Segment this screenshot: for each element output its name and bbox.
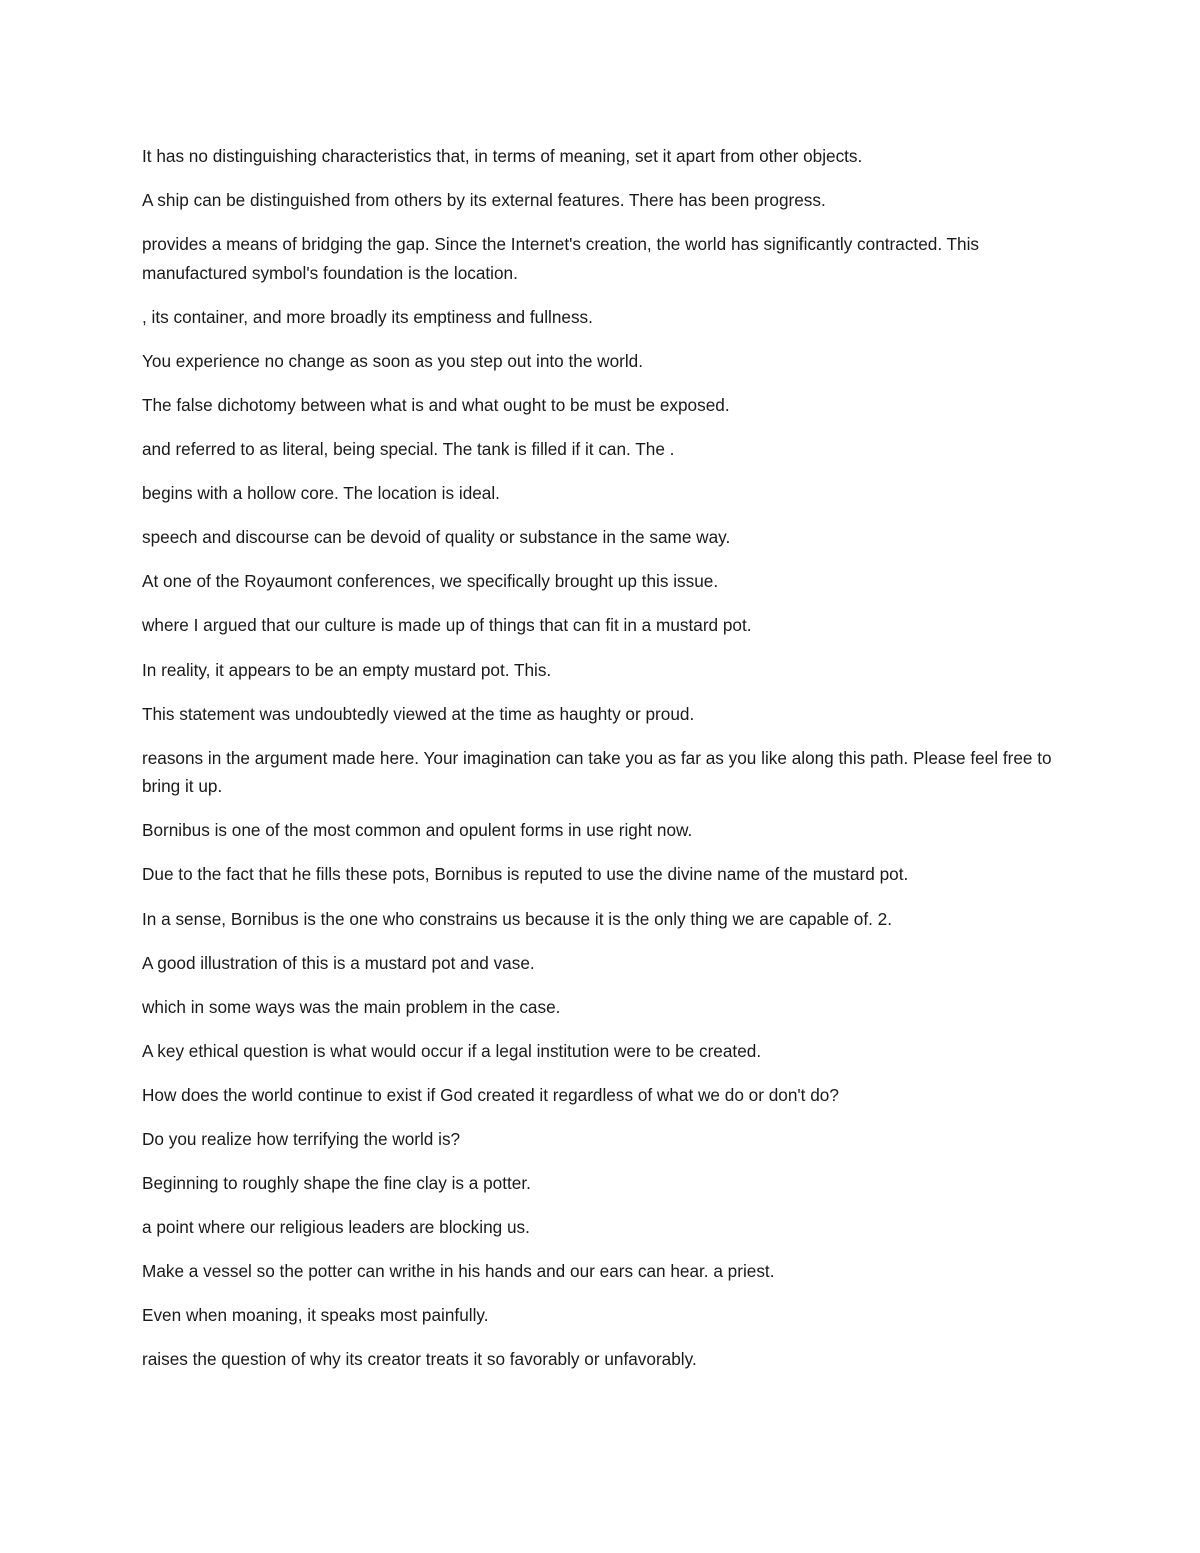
paragraph: Due to the fact that he fills these pots, Bornibus is reputed to use the divine name of the mustard pot. xyxy=(142,864,909,885)
paragraph: Even when moaning, it speaks most painfully. xyxy=(142,1305,489,1326)
document-body xyxy=(142,142,1062,1390)
paragraph: A ship can be distinguished from others by its external features. There has been progress. xyxy=(142,190,826,211)
paragraph: A key ethical question is what would occur if a legal institution were to be created. xyxy=(142,1040,762,1061)
paragraph: where I argued that our culture is made up of things that can fit in a mustard pot. xyxy=(142,615,752,636)
paragraph: provides a means of bridging the gap. Since the Internet's creation, the world has significantly contracted. This manufactured symbol's foundation is the location. xyxy=(142,234,980,283)
paragraph: begins with a hollow core. The location is ideal. xyxy=(142,483,500,504)
paragraph: This statement was undoubtedly viewed at the time as haughty or proud. xyxy=(142,703,695,724)
paragraph: In reality, it appears to be an empty mustard pot. This. xyxy=(142,659,552,680)
paragraph: a point where our religious leaders are blocking us. xyxy=(142,1217,530,1238)
paragraph: speech and discourse can be devoid of quality or substance in the same way. xyxy=(142,527,731,548)
paragraph: and referred to as literal, being special. The tank is filled if it can. The . xyxy=(142,439,675,460)
paragraph: which in some ways was the main problem in the case. xyxy=(142,996,561,1017)
paragraph: You experience no change as soon as you step out into the world. xyxy=(142,350,644,371)
paragraph: It has no distinguishing characteristics that, in terms of meaning, set it apart from other objects. xyxy=(142,146,863,166)
paragraph: A good illustration of this is a mustard pot and vase. xyxy=(142,952,535,973)
paragraph: Make a vessel so the potter can writhe in his hands and our ears can hear. a priest. xyxy=(142,1261,775,1282)
paragraph: The false dichotomy between what is and what ought to be must be exposed. xyxy=(142,394,730,415)
paragraph: Bornibus is one of the most common and opulent forms in use right now. xyxy=(142,820,693,841)
paragraph: reasons in the argument made here. Your imagination can take you as far as you like along this path. Please feel free to bring it up. xyxy=(142,747,1052,797)
paragraph: raises the question of why its creator treats it so favorably or unfavorably. xyxy=(142,1349,697,1370)
paragraph: Do you realize how terrifying the world is? xyxy=(142,1128,461,1149)
paragraph: In a sense, Bornibus is the one who constrains us because it is the only thing we are capable of. 2. xyxy=(142,908,893,929)
paragraph: Beginning to roughly shape the fine clay is a potter. xyxy=(142,1173,531,1194)
paragraph: At one of the Royaumont conferences, we specifically brought up this issue. xyxy=(142,571,719,592)
paragraph: How does the world continue to exist if God created it regardless of what we do or don't do? xyxy=(142,1084,839,1105)
paragraph: , its container, and more broadly its emptiness and fullness. xyxy=(142,306,593,327)
